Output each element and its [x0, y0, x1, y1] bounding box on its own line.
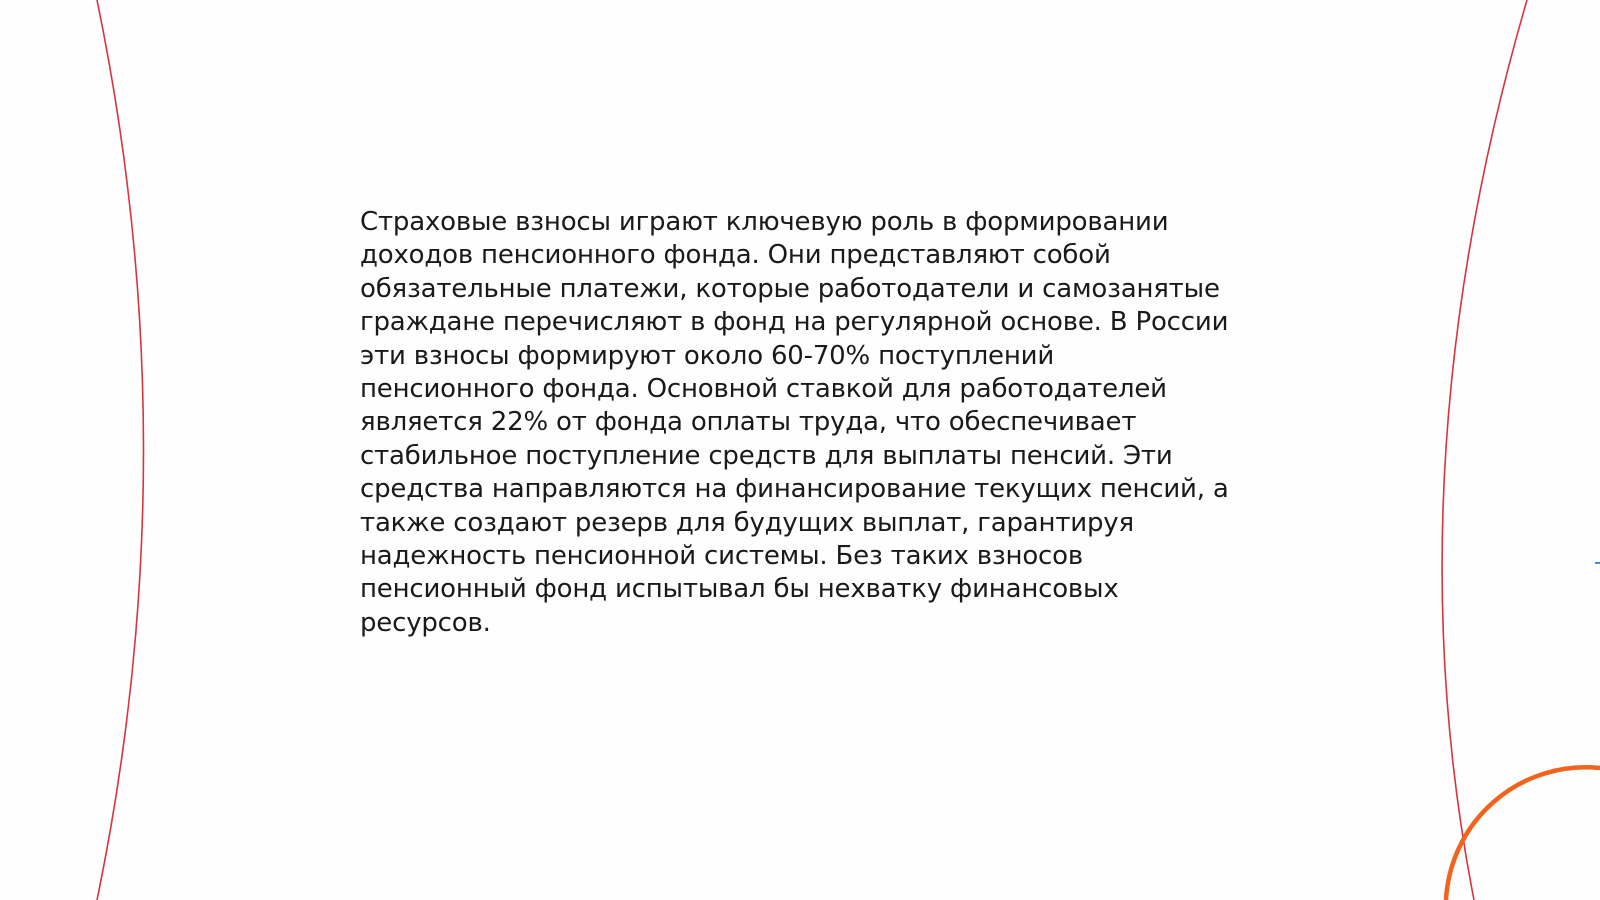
- paragraph-line: средства направляются на финансирование текущих пенсий, а: [360, 474, 1229, 505]
- paragraph-line: доходов пенсионного фонда. Они представляют собой: [360, 240, 1111, 271]
- body-paragraph: [360, 206, 1240, 640]
- paragraph-line: также создают резерв для будущих выплат, гарантируя: [360, 507, 1134, 538]
- right-curve-line: [1442, 0, 1527, 900]
- paragraph-line: Страховые взносы играют ключевую роль в формировании: [360, 207, 1169, 237]
- orange-arc: [1446, 767, 1600, 900]
- paragraph-line: надежность пенсионной системы. Без таких взносов: [360, 541, 1083, 572]
- paragraph-line: пенсионный фонд испытывал бы нехватку финансовых: [360, 574, 1119, 605]
- paragraph-line: пенсионного фонда. Основной ставкой для работодателей: [360, 374, 1167, 405]
- left-curve-line: [97, 0, 144, 900]
- paragraph-line: граждане перечисляют в фонд на регулярной основе. В России: [360, 307, 1229, 338]
- paragraph-line: является 22% от фонда оплаты труда, что обеспечивает: [360, 407, 1137, 438]
- paragraph-line: обязательные платежи, которые работодатели и самозанятые: [360, 273, 1220, 304]
- paragraph-line: эти взносы формируют около 60-70% поступлений: [360, 340, 1055, 371]
- paragraph-line: ресурсов.: [360, 607, 491, 638]
- paragraph-line: стабильное поступление средств для выплаты пенсий. Эти: [360, 440, 1173, 471]
